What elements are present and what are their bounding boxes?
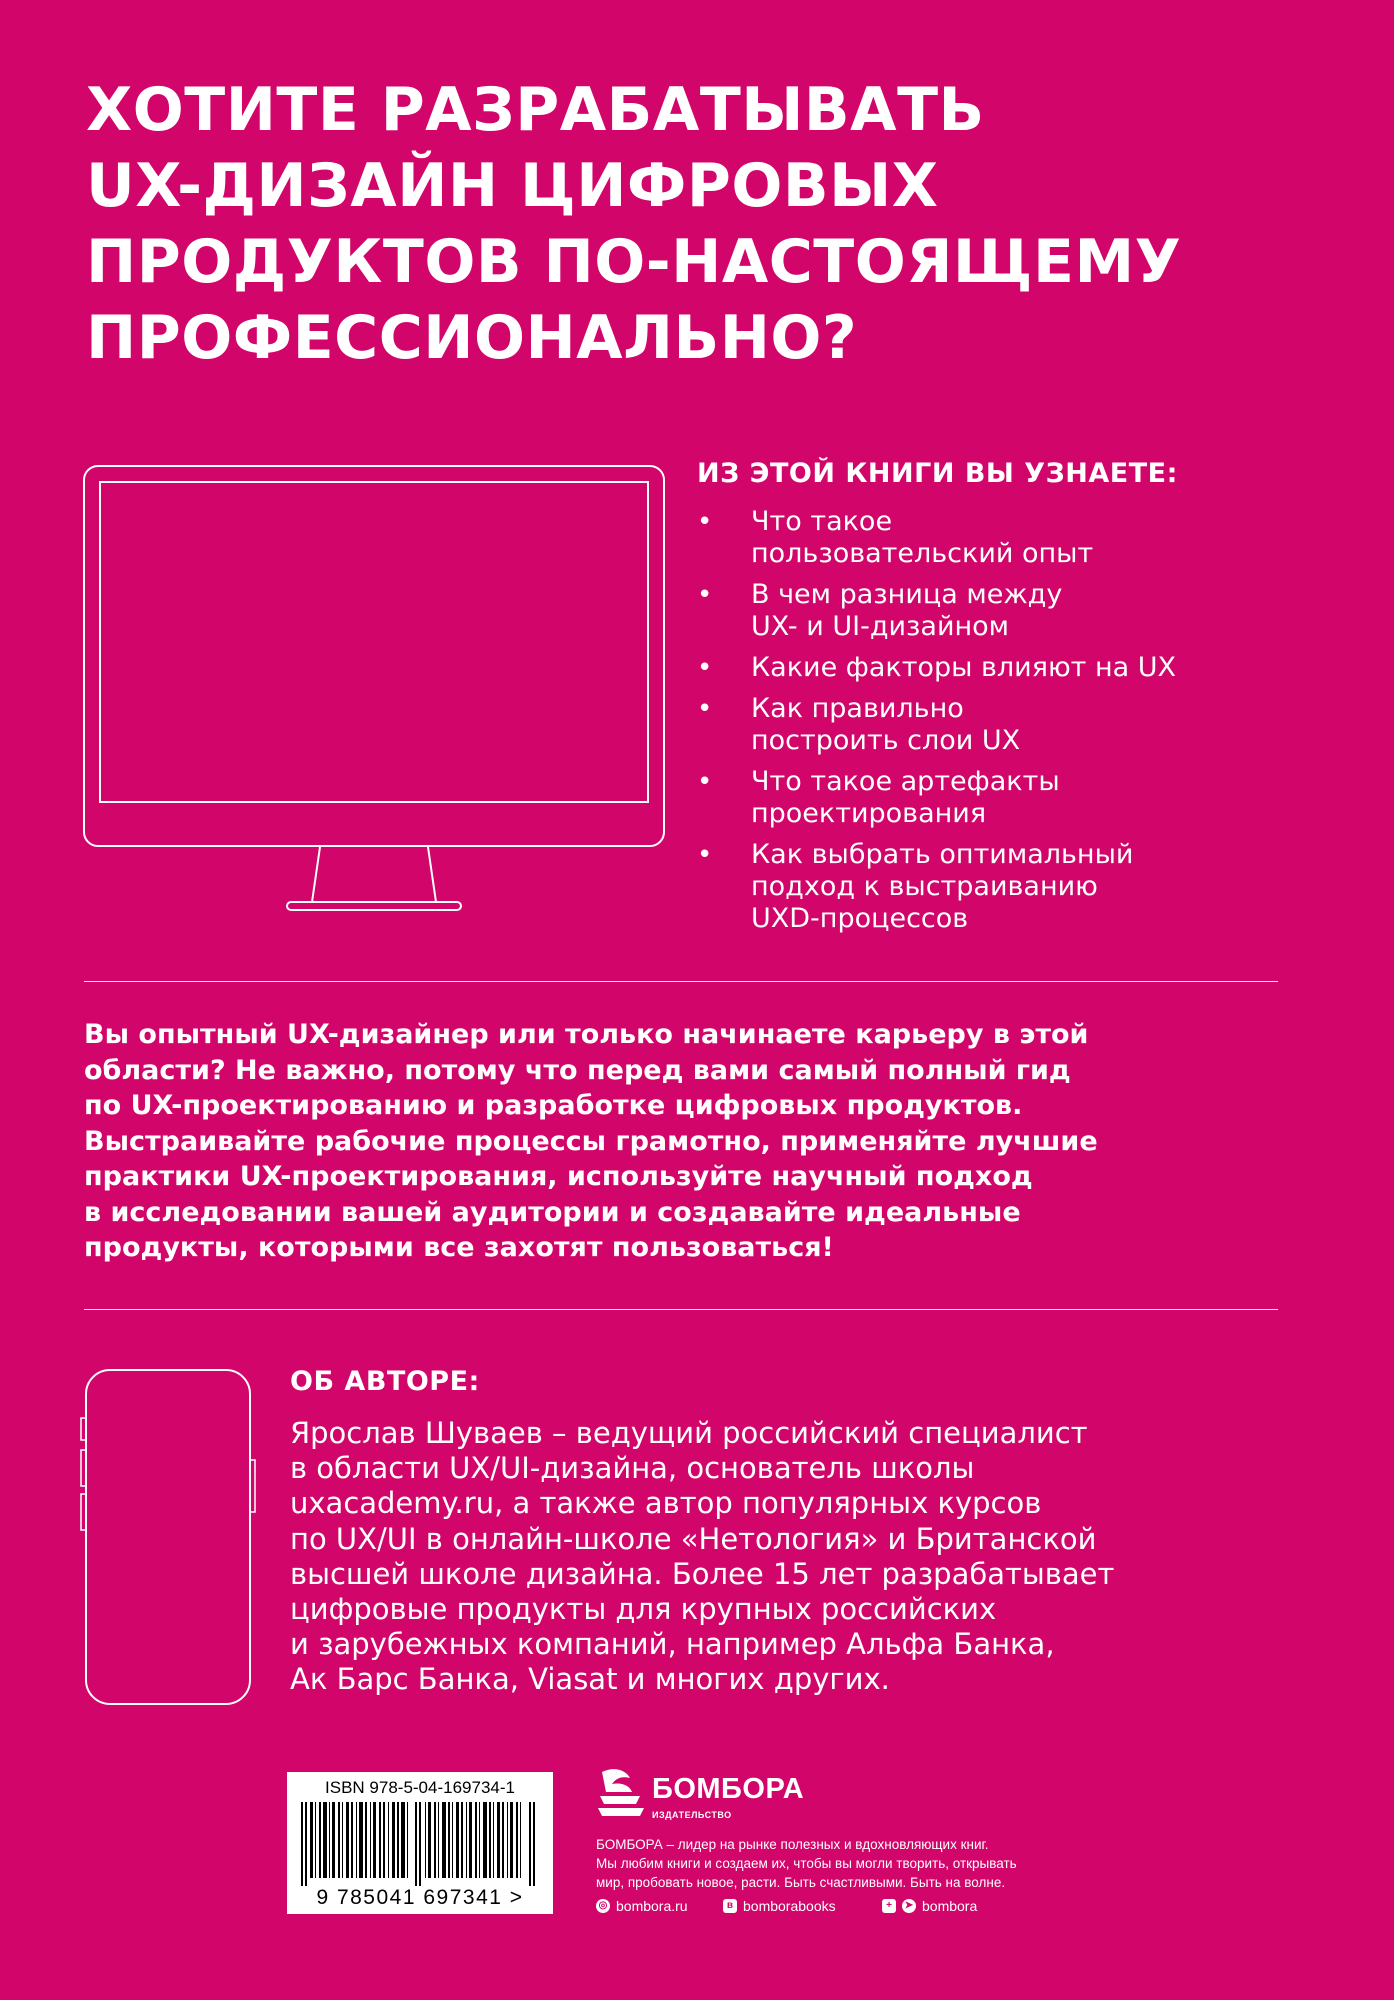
publisher-blurb: БОМБОРА – лидер на рынке полезных и вдохновляющих книг. Мы любим книги и создаем их, чтобы вы могли творить, открывать мир, пробовать новое, расти. Быть счастливыми. Быть на волне. [596, 1837, 1017, 1890]
publisher-subtitle: ИЗДАТЕЛЬСТВО [652, 1810, 732, 1820]
headline-line: ПРОФЕССИОНАЛЬНО? [86, 303, 858, 373]
author-title: ОБ АВТОРЕ: [290, 1366, 480, 1397]
social-link-site[interactable] [596, 1898, 688, 1914]
list-item: • Что такое пользовательский опыт [697, 506, 1337, 570]
headline-line: ПРОДУКТОВ ПО-НАСТОЯЩЕМУ [86, 227, 1182, 297]
telegram-icon: ➤ [902, 1899, 916, 1913]
list-item: • Какие факторы влияют на UX [697, 652, 1337, 684]
plus-icon: + [882, 1899, 896, 1913]
social-label: bomborabooks [743, 1898, 836, 1914]
list-item: • Как правильно построить слои UX [697, 693, 1337, 757]
divider [84, 1309, 1278, 1310]
learn-list [697, 506, 1337, 944]
headline-line: UX-ДИЗАЙН ЦИФРОВЫХ [86, 151, 939, 221]
social-label: bombora.ru [616, 1898, 688, 1914]
social-link-telegram[interactable] [882, 1898, 977, 1914]
learn-title: ИЗ ЭТОЙ КНИГИ ВЫ УЗНАЕТЕ: [697, 458, 1178, 489]
isbn-barcode [287, 1772, 553, 1914]
list-item: • В чем разница между UX- и UI-дизайном [697, 579, 1337, 643]
headline-line: ХОТИТЕ РАЗРАБАТЫВАТЬ [86, 75, 985, 145]
social-link-vk[interactable] [723, 1898, 836, 1914]
author-bio: Ярослав Шуваев – ведущий российский специалист в области UX/UI-дизайна, основатель школы uxacademy.ru, а также автор популярных курсов по UX/UI в онлайн-школе «Нетология» и Британской высшей школе дизайна. Более 15 лет разрабатывает цифровые продукты для крупных российских и зарубежных компаний, например Альфа Банка, Ак Барс Банка, Viasat и многих других. [290, 1416, 1115, 1697]
divider [84, 981, 1278, 982]
list-item: • Что такое артефакты проектирования [697, 766, 1337, 830]
promo-paragraph: Вы опытный UX-дизайнер или только начинаете карьеру в этой области? Не важно, потому что перед вами самый полный гид по UX-проектированию и разработке цифровых продуктов. Выстраивайте рабочие процессы грамотно, применяйте лучшие практики UX-проектирования, используйте научный подход в исследовании вашей аудитории и создавайте идеальные продукты, которыми все захотят пользоваться! [84, 1019, 1098, 1263]
social-label: bombora [922, 1898, 978, 1914]
globe-icon: ◎ [596, 1899, 610, 1913]
barcode-icon [301, 1802, 539, 1886]
vk-icon: в [723, 1899, 737, 1913]
list-item: • Как выбрать оптимальный подход к выстраиванию UXD-процессов [697, 839, 1337, 935]
isbn-label: ISBN 978-5-04-169734-1 [325, 1778, 515, 1797]
monitor-icon [82, 464, 666, 916]
publisher-name: БОМБОРА [652, 1773, 805, 1805]
isbn-digits: 9 785041 697341 > [316, 1886, 524, 1909]
headline [86, 72, 1326, 376]
bombora-logo-icon [596, 1766, 646, 1822]
smartphone-icon [78, 1368, 256, 1708]
